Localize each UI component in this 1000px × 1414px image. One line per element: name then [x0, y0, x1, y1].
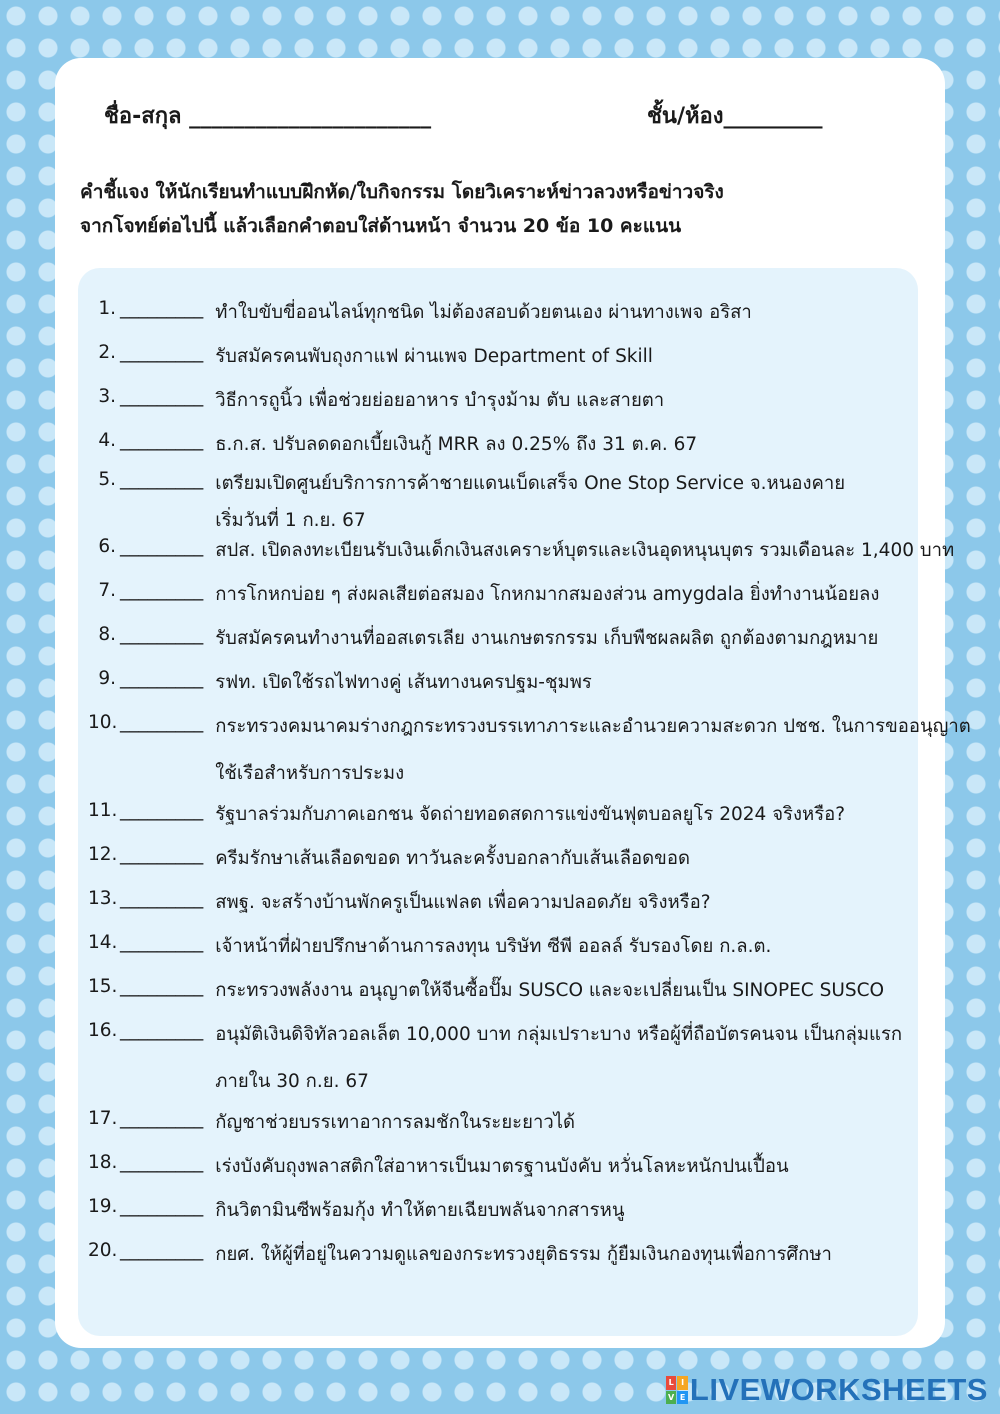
- question-item: [88, 932, 771, 961]
- question-text: กินวิตามินซีพร้อมกุ้ง ทำให้ตายเฉียบพลันจากสารหนู: [215, 1200, 625, 1221]
- question-number: 4.: [98, 430, 116, 451]
- question-item: [96, 386, 664, 415]
- question-item: [88, 712, 971, 788]
- class-room-field[interactable]: ชั้น/ห้อง_________: [647, 104, 823, 129]
- question-item: [88, 1020, 902, 1096]
- question-text: ทำใบขับขี่ออนไลน์ทุกชนิด ไม่ต้องสอบด้วยตนเอง ผ่านทางเพจ อริสา: [215, 302, 752, 323]
- answer-blank[interactable]: _________: [120, 668, 204, 689]
- answer-blank[interactable]: _________: [120, 1152, 204, 1173]
- answer-blank[interactable]: _________: [120, 932, 204, 953]
- student-name-field[interactable]: ชื่อ-สกุล ______________________: [104, 104, 432, 129]
- question-text: วิธีการถูนิ้ว เพื่อช่วยย่อยอาหาร บำรุงม้าม ตับ และสายตา: [215, 390, 665, 411]
- question-text: รัฐบาลร่วมกับภาคเอกชน จัดถ่ายทอดสดการแข่งขันฟุตบอลยูโร 2024 จริงหรือ?: [215, 804, 846, 825]
- question-text: ธ.ก.ส. ปรับลดดอกเบี้ยเงินกู้ MRR ลง 0.25% ถึง 31 ต.ค. 67: [215, 434, 698, 455]
- answer-blank[interactable]: _________: [120, 469, 204, 490]
- question-text: รับสมัครคนทำงานที่ออสเตรเลีย งานเกษตรกรรม เก็บพืชผลผลิต ถูกต้องตามกฎหมาย: [215, 628, 879, 649]
- question-number: 1.: [98, 298, 116, 319]
- liveworksheets-logo-icon: [666, 1376, 688, 1404]
- question-text: กระทรวงพลังงาน อนุญาตให้จีนซื้อปั๊ม SUSCO และจะเปลี่ยนเป็น SINOPEC SUSCO: [215, 980, 885, 1001]
- question-item: [96, 668, 592, 697]
- answer-blank[interactable]: _________: [120, 580, 204, 601]
- question-item: [96, 536, 954, 565]
- question-item: [96, 342, 653, 371]
- logo-letter: I: [677, 1376, 688, 1390]
- liveworksheets-logo: [666, 1372, 988, 1408]
- answer-blank[interactable]: _________: [120, 1196, 204, 1217]
- question-item: [96, 430, 697, 459]
- logo-letter: V: [666, 1391, 677, 1405]
- answer-blank[interactable]: _________: [120, 976, 204, 997]
- logo-letter: L: [666, 1376, 677, 1390]
- answer-blank[interactable]: _________: [120, 342, 204, 363]
- question-item: [88, 888, 711, 917]
- answer-blank[interactable]: _________: [120, 386, 204, 407]
- question-item: [88, 844, 690, 873]
- liveworksheets-logo-text: LIVEWORKSHEETS: [689, 1372, 988, 1407]
- question-text: สปส. เปิดลงทะเบียนรับเงินเด็กเงินสงเคราะห์บุตรและเงินอุดหนุนบุตร รวมเดือนละ 1,400 บาท: [215, 540, 955, 561]
- question-number: 15.: [88, 976, 118, 997]
- answer-blank[interactable]: _________: [120, 1108, 204, 1129]
- answer-blank[interactable]: _________: [120, 536, 204, 557]
- question-number: 10.: [88, 712, 118, 733]
- question-item: [88, 976, 884, 1005]
- question-text: เร่งบังคับถุงพลาสติกใส่อาหารเป็นมาตรฐานบังคับ หวั่นโลหะหนักปนเปื้อน: [215, 1156, 789, 1177]
- question-item: [96, 624, 878, 653]
- question-item: [96, 298, 752, 327]
- question-number: 12.: [88, 844, 118, 865]
- question-item: [88, 1108, 575, 1137]
- question-number: 19.: [88, 1196, 118, 1217]
- question-item: [96, 580, 879, 609]
- question-number: 9.: [98, 668, 116, 689]
- question-text: กัญชาช่วยบรรเทาอาการลมชักในระยะยาวได้: [215, 1112, 576, 1133]
- logo-letter: E: [677, 1391, 688, 1405]
- question-number: 5.: [98, 469, 116, 490]
- question-number: 16.: [88, 1020, 118, 1041]
- question-text: รับสมัครคนพับถุงกาแฟ ผ่านเพจ Department of Skill: [215, 346, 653, 367]
- answer-blank[interactable]: _________: [120, 888, 204, 909]
- question-text-continued: ใช้เรือสำหรับการประมง: [215, 763, 405, 784]
- question-number: 17.: [88, 1108, 118, 1129]
- question-number: 18.: [88, 1152, 118, 1173]
- question-item: [96, 469, 845, 535]
- question-number: 8.: [98, 624, 116, 645]
- answer-blank[interactable]: _________: [120, 298, 204, 319]
- question-number: 14.: [88, 932, 118, 953]
- question-text: กยศ. ให้ผู้ที่อยู่ในความดูแลของกระทรวงยุติธรรม กู้ยืมเงินกองทุนเพื่อการศึกษา: [215, 1244, 832, 1265]
- question-number: 11.: [88, 800, 118, 821]
- question-text: เจ้าหน้าที่ฝ่ายปรึกษาด้านการลงทุน บริษัท ซีพี ออลล์ รับรองโดย ก.ล.ต.: [215, 936, 772, 957]
- instructions-line-2: จากโจทย์ต่อไปนี้ แล้วเลือกคำตอบใส่ด้านหน้า จำนวน 20 ข้อ 10 คะแนน: [80, 215, 682, 237]
- question-number: 13.: [88, 888, 118, 909]
- question-item: [88, 1240, 832, 1269]
- answer-blank[interactable]: _________: [120, 430, 204, 451]
- answer-blank[interactable]: _________: [120, 844, 204, 865]
- question-number: 6.: [98, 536, 116, 557]
- question-text: ครีมรักษาเส้นเลือดขอด ทาวันละครั้งบอกลากับเส้นเลือดขอด: [215, 848, 690, 869]
- question-item: [88, 800, 845, 829]
- answer-blank[interactable]: _________: [120, 1240, 204, 1261]
- question-text: กระทรวงคมนาคมร่างกฎกระทรวงบรรเทาภาระและอำนวยความสะดวก ปชช. ในการขออนุญาต: [215, 716, 971, 737]
- question-text: สพฐ. จะสร้างบ้านพักครูเป็นแฟลต เพื่อความปลอดภัย จริงหรือ?: [215, 892, 711, 913]
- answer-blank[interactable]: _________: [120, 712, 204, 733]
- question-item: [88, 1152, 789, 1181]
- question-text: การโกหกบ่อย ๆ ส่งผลเสียต่อสมอง โกหกมากสมองส่วน amygdala ยิ่งทำงานน้อยลง: [215, 584, 880, 605]
- answer-blank[interactable]: _________: [120, 1020, 204, 1041]
- question-text: เตรียมเปิดศูนย์บริการการค้าชายแดนเบ็ดเสร็จ One Stop Service จ.หนองคาย: [215, 473, 846, 494]
- question-text-continued: เริ่มวันที่ 1 ก.ย. 67: [215, 510, 366, 531]
- answer-blank[interactable]: _________: [120, 800, 204, 821]
- question-number: 7.: [98, 580, 116, 601]
- question-text-continued: ภายใน 30 ก.ย. 67: [215, 1071, 369, 1092]
- question-number: 3.: [98, 386, 116, 407]
- question-text: อนุมัติเงินดิจิทัลวอลเล็ต 10,000 บาท กลุ่มเปราะบาง หรือผู้ที่ถือบัตรคนจน เป็นกลุ่มแรก: [215, 1024, 903, 1045]
- answer-blank[interactable]: _________: [120, 624, 204, 645]
- question-number: 20.: [88, 1240, 118, 1261]
- question-item: [88, 1196, 624, 1225]
- instructions-line-1: คำชี้แจง ให้นักเรียนทำแบบฝึกหัด/ใบกิจกรรม โดยวิเคราะห์ข่าวลวงหรือข่าวจริง: [80, 181, 724, 203]
- question-text: รฟท. เปิดใช้รถไฟทางคู่ เส้นทางนครปฐม-ชุมพร: [215, 672, 592, 693]
- question-number: 2.: [98, 342, 116, 363]
